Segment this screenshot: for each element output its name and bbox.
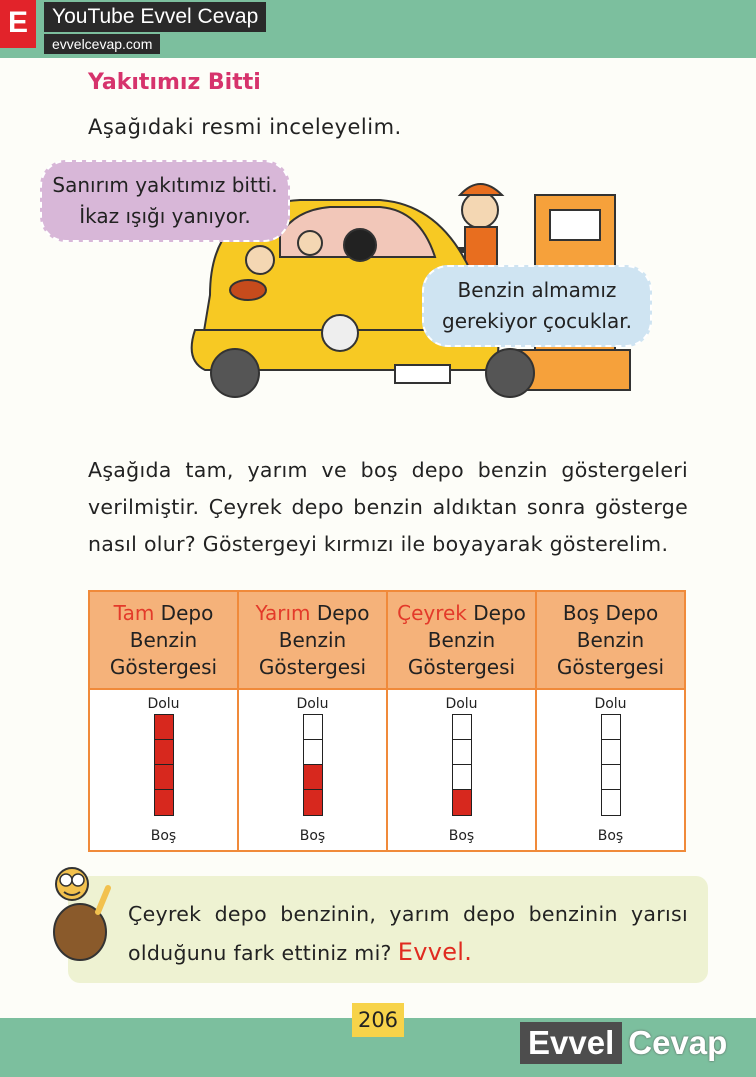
attendant bbox=[462, 192, 498, 228]
illustration-scene bbox=[40, 155, 720, 435]
gauge-full-label: Dolu bbox=[147, 696, 180, 712]
gauge-cell bbox=[89, 689, 238, 851]
note-text bbox=[128, 895, 688, 972]
meter-segment bbox=[453, 740, 471, 765]
header-text: Boş Depo Benzin Göstergesi bbox=[556, 600, 665, 679]
speech-bubble-child bbox=[40, 160, 290, 242]
meter-segment bbox=[304, 765, 322, 790]
brand-logo bbox=[520, 1022, 744, 1064]
header-accent: Çeyrek bbox=[397, 600, 467, 625]
meter-segment bbox=[155, 715, 173, 740]
channel-logo: E bbox=[0, 0, 36, 48]
meter-segment bbox=[602, 765, 620, 790]
meter-segment bbox=[453, 790, 471, 815]
meter-segment bbox=[155, 765, 173, 790]
meter-segment bbox=[155, 740, 173, 765]
fuel-meter bbox=[154, 714, 174, 816]
gauge-cell bbox=[387, 689, 536, 851]
dog bbox=[230, 280, 266, 300]
meter-segment bbox=[304, 740, 322, 765]
column-header-empty bbox=[536, 591, 685, 689]
meter-segment bbox=[602, 740, 620, 765]
meter-segment bbox=[155, 790, 173, 815]
header-accent: Tam bbox=[113, 600, 155, 625]
column-header-quarter bbox=[387, 591, 536, 689]
meter-segment bbox=[453, 765, 471, 790]
note-question: Çeyrek depo benzinin, yarım depo benzinin yarısı olduğunu fark ettiniz mi? bbox=[128, 902, 688, 965]
fuel-meter bbox=[303, 714, 323, 816]
meter-segment bbox=[602, 715, 620, 740]
gauge-full-label: Dolu bbox=[445, 696, 478, 712]
gauge-full-label: Dolu bbox=[594, 696, 627, 712]
fuel-meter[interactable] bbox=[452, 714, 472, 816]
gauge-cell bbox=[238, 689, 387, 851]
channel-site-link[interactable]: evvelcevap.com bbox=[44, 34, 160, 54]
page-number: 206 bbox=[352, 1003, 404, 1037]
note-answer: Evvel. bbox=[397, 938, 473, 966]
speech-line: Benzin almamız bbox=[457, 278, 617, 302]
brand-part-1: Evvel bbox=[520, 1022, 622, 1064]
gauge-empty-label: Boş bbox=[597, 828, 624, 844]
speech-line: Sanırım yakıtımız bitti. bbox=[52, 173, 278, 197]
meter-segment bbox=[602, 790, 620, 815]
meter-segment bbox=[304, 715, 322, 740]
gauge-empty-label: Boş bbox=[448, 828, 475, 844]
header-text: Depo Benzin Göstergesi bbox=[258, 600, 370, 679]
speech-bubble-attendant bbox=[422, 265, 652, 347]
intro-text: Aşağıdaki resmi inceleyelim. bbox=[88, 115, 402, 139]
header-text: Depo Benzin Göstergesi bbox=[407, 600, 526, 679]
channel-title[interactable]: YouTube Evvel Cevap bbox=[44, 2, 266, 32]
meter-segment bbox=[304, 790, 322, 815]
fuel-meter bbox=[601, 714, 621, 816]
gauge-empty-label: Boş bbox=[299, 828, 326, 844]
gauge-full-label: Dolu bbox=[296, 696, 329, 712]
speech-line: İkaz ışığı yanıyor. bbox=[79, 204, 251, 228]
brand-part-2: Cevap bbox=[628, 1024, 728, 1061]
header-text: Depo Benzin Göstergesi bbox=[109, 600, 218, 679]
meter-segment bbox=[453, 715, 471, 740]
fuel-gauge-table bbox=[88, 590, 686, 852]
instructions-paragraph: Aşağıda tam, yarım ve boş depo benzin göstergeleri verilmiştir. Çeyrek depo benzin aldıktan sonra gösterge nasıl olur? Göstergeyi kırmızı ile boyayarak gösterelim. bbox=[88, 458, 688, 556]
header-accent: Yarım bbox=[255, 600, 311, 625]
speech-line: gerekiyor çocuklar. bbox=[442, 309, 632, 333]
column-header-half bbox=[238, 591, 387, 689]
turtle-mascot-icon bbox=[44, 862, 116, 964]
column-header-full bbox=[89, 591, 238, 689]
section-title: Yakıtımız Bitti bbox=[88, 70, 261, 95]
gauge-empty-label: Boş bbox=[150, 828, 177, 844]
gauge-cell bbox=[536, 689, 685, 851]
